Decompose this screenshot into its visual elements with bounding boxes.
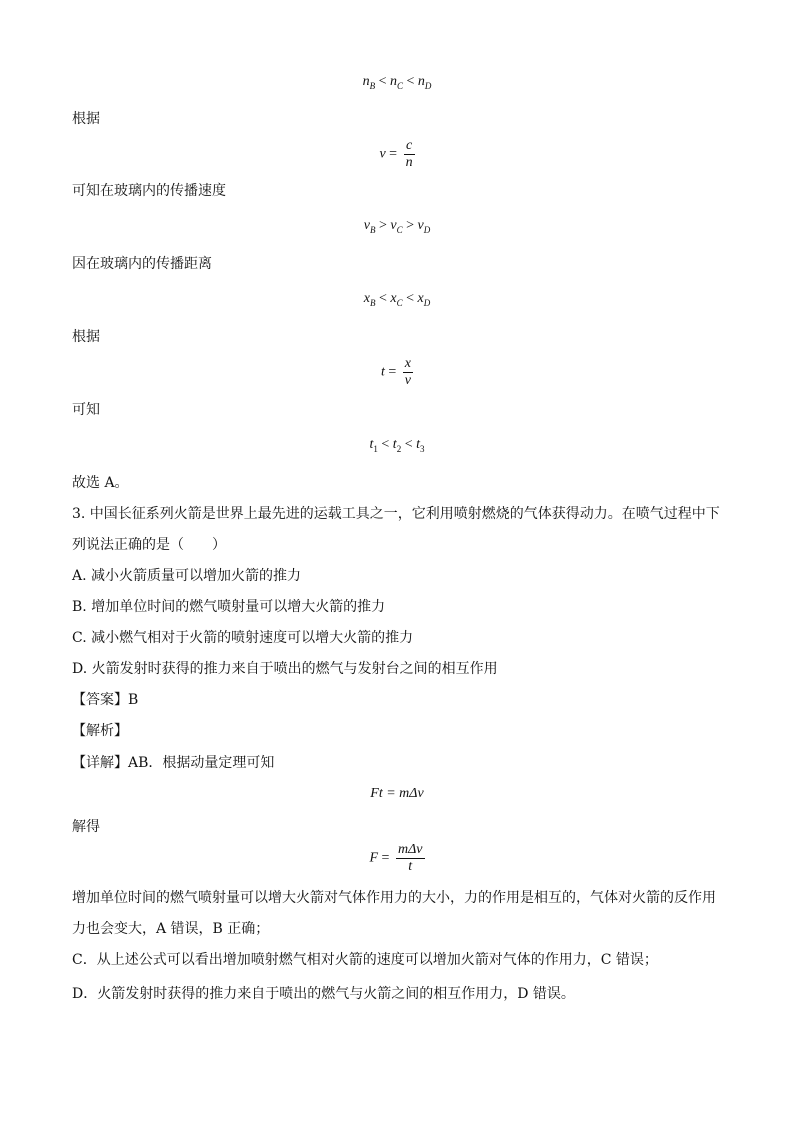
question-3-stem-line1: 3. 中国长征系列火箭是世界上最先进的运载工具之一，它利用喷射燃烧的气体获得动力。在喷气过程中下 [72, 506, 720, 522]
option-c: C. 减小燃气相对于火箭的喷射速度可以增大火箭的推力 [72, 630, 414, 646]
detail-line: 【详解】AB．根据动量定理可知 [72, 755, 275, 771]
option-a: A. 减小火箭质量可以增加火箭的推力 [72, 568, 302, 584]
text-distance-in-glass: 因在玻璃内的传播距离 [72, 256, 212, 272]
explanation-line-1: 增加单位时间的燃气喷射量可以增大火箭对气体作用力的大小，力的作用是相互的，气体对火箭的反作用 [72, 890, 716, 906]
answer-line: 【答案】B [72, 692, 139, 708]
explanation-line-3: C．从上述公式可以看出增加喷射燃气相对火箭的速度可以增加火箭对气体的作用力，C 错误； [72, 952, 658, 968]
equation-time-formula: t = $\frac{x}{v}$ [380, 356, 411, 388]
option-b: B. 增加单位时间的燃气喷射量可以增大火箭的推力 [72, 599, 386, 615]
equation-distance-order: $x_B < x_C < x_D$ [363, 291, 431, 308]
equation-time-order: $t_1 < t_2 < t_3$ [369, 437, 425, 454]
equation-refractive-index-order: $n_B < n_C < n_D$ [362, 74, 432, 91]
equation-force-formula: F = $\frac{\text{mΔv}}{t}$ [369, 842, 423, 874]
option-d: D. 火箭发射时获得的推力来自于喷出的燃气与发射台之间的相互作用 [72, 661, 498, 677]
explanation-line-4: D．火箭发射时获得的推力来自于喷出的燃气与火箭之间的相互作用力，D 错误。 [72, 986, 575, 1002]
text-speed-in-glass: 可知在玻璃内的传播速度 [72, 183, 226, 199]
text-according-2: 根据 [72, 329, 100, 345]
equation-momentum-theorem: Ft = mΔv [370, 786, 424, 801]
analysis-heading: 【解析】 [72, 723, 128, 739]
equation-speed-formula: v = $\frac{c}{n}$ [379, 138, 413, 170]
text-known: 可知 [72, 402, 100, 418]
text-solve: 解得 [72, 819, 100, 835]
equation-speed-order: $v_B > v_C > v_D$ [363, 218, 431, 235]
explanation-line-2: 力也会变大，A 错误，B 正确； [72, 921, 270, 937]
question-3-stem-line2: 列说法正确的是（ ） [72, 537, 226, 553]
text-according: 根据 [72, 111, 100, 127]
text-choice: 故选 A。 [72, 475, 129, 491]
